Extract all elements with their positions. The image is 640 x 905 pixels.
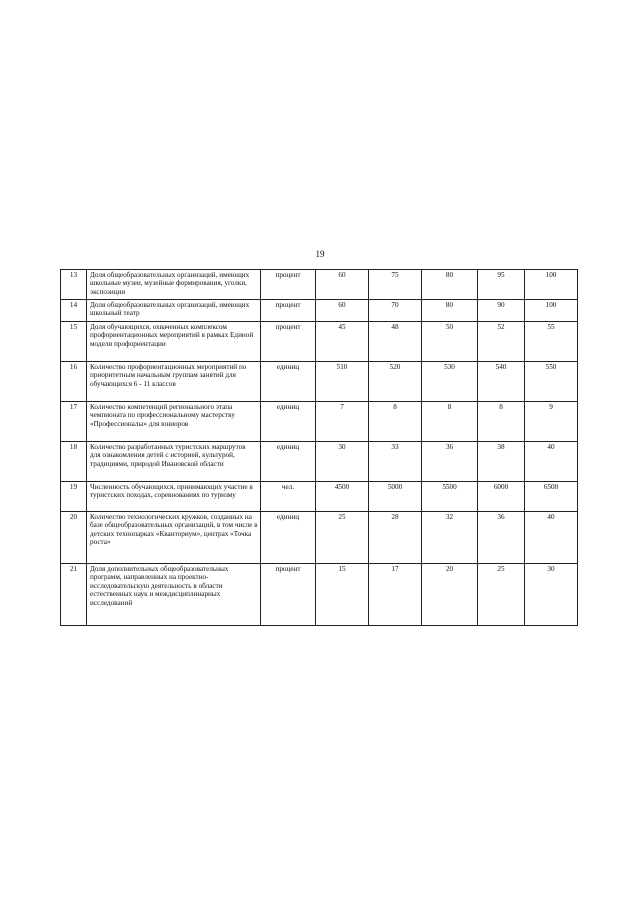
value-cell: 530 <box>422 362 478 402</box>
indicator-name-cell: Доля общеобразовательных организаций, имеющих школьные музеи, музейные формирования, уголки, экспозиции <box>87 270 261 300</box>
indicator-name-cell: Количество разработанных туристских маршрутов для ознакомления детей с историей, культурой, традициями, природой Ивановской области <box>87 442 261 482</box>
value-cell: 520 <box>369 362 422 402</box>
value-cell: 8 <box>478 402 525 442</box>
table-body <box>61 270 578 626</box>
value-cell: 55 <box>525 322 578 362</box>
value-cell: 30 <box>525 564 578 626</box>
value-cell: 60 <box>316 270 369 300</box>
value-cell: 52 <box>478 322 525 362</box>
value-cell: 6500 <box>525 482 578 512</box>
indicator-name-cell: Количество компетенций регионального этапа чемпионата по профессиональному мастерству «Профессионалы» для юниоров <box>87 402 261 442</box>
unit-cell: единиц <box>261 362 316 402</box>
value-cell: 6000 <box>478 482 525 512</box>
value-cell: 33 <box>369 442 422 482</box>
value-cell: 17 <box>369 564 422 626</box>
row-number-cell: 14 <box>61 300 87 322</box>
table-row <box>61 442 578 482</box>
unit-cell: единиц <box>261 512 316 564</box>
indicator-name-cell: Количество профориентационных мероприятий по приоритетным начальным группам занятий для обучающихся 6 - 11 классов <box>87 362 261 402</box>
value-cell: 540 <box>478 362 525 402</box>
row-number-cell: 15 <box>61 322 87 362</box>
value-cell: 40 <box>525 512 578 564</box>
indicators-table <box>60 269 578 626</box>
value-cell: 36 <box>478 512 525 564</box>
value-cell: 5000 <box>369 482 422 512</box>
value-cell: 36 <box>422 442 478 482</box>
unit-cell: процент <box>261 322 316 362</box>
value-cell: 45 <box>316 322 369 362</box>
unit-cell: процент <box>261 564 316 626</box>
indicator-name-cell: Доля дополнительных общеобразовательных программ, направленных на проектно-исследовательскую деятельность в области естественных наук и междисциплинарных исследований <box>87 564 261 626</box>
value-cell: 25 <box>316 512 369 564</box>
table-row <box>61 362 578 402</box>
indicator-name-cell: Доля общеобразовательных организаций, имеющих школьный театр <box>87 300 261 322</box>
value-cell: 4500 <box>316 482 369 512</box>
table-row <box>61 300 578 322</box>
value-cell: 15 <box>316 564 369 626</box>
value-cell: 5500 <box>422 482 478 512</box>
unit-cell: чел. <box>261 482 316 512</box>
table-row <box>61 402 578 442</box>
value-cell: 550 <box>525 362 578 402</box>
value-cell: 25 <box>478 564 525 626</box>
value-cell: 28 <box>369 512 422 564</box>
value-cell: 80 <box>422 300 478 322</box>
value-cell: 80 <box>422 270 478 300</box>
unit-cell: процент <box>261 300 316 322</box>
unit-cell: единиц <box>261 442 316 482</box>
indicator-name-cell: Численность обучающихся, принимающих участие в туристских походах, соревнованиях по туризму <box>87 482 261 512</box>
value-cell: 70 <box>369 300 422 322</box>
value-cell: 8 <box>422 402 478 442</box>
indicator-name-cell: Количество технологических кружков, созданных на базе общеобразовательных организаций, в том числе в детских технопарках «Кванториум», центрах «Точка роста» <box>87 512 261 564</box>
indicator-name-cell: Доля обучающихся, охваченных комплексом профориентационных мероприятий в рамках Единой модели профориентации <box>87 322 261 362</box>
row-number-cell: 19 <box>61 482 87 512</box>
row-number-cell: 17 <box>61 402 87 442</box>
value-cell: 75 <box>369 270 422 300</box>
value-cell: 7 <box>316 402 369 442</box>
row-number-cell: 21 <box>61 564 87 626</box>
value-cell: 9 <box>525 402 578 442</box>
page-number: 19 <box>315 249 325 259</box>
value-cell: 38 <box>478 442 525 482</box>
row-number-cell: 18 <box>61 442 87 482</box>
value-cell: 90 <box>478 300 525 322</box>
table-row <box>61 564 578 626</box>
value-cell: 32 <box>422 512 478 564</box>
table-row <box>61 270 578 300</box>
value-cell: 510 <box>316 362 369 402</box>
row-number-cell: 13 <box>61 270 87 300</box>
unit-cell: процент <box>261 270 316 300</box>
value-cell: 40 <box>525 442 578 482</box>
table-row <box>61 512 578 564</box>
value-cell: 100 <box>525 270 578 300</box>
value-cell: 60 <box>316 300 369 322</box>
value-cell: 50 <box>422 322 478 362</box>
table-row <box>61 482 578 512</box>
unit-cell: единиц <box>261 402 316 442</box>
value-cell: 8 <box>369 402 422 442</box>
value-cell: 100 <box>525 300 578 322</box>
value-cell: 95 <box>478 270 525 300</box>
row-number-cell: 20 <box>61 512 87 564</box>
value-cell: 48 <box>369 322 422 362</box>
table-row <box>61 322 578 362</box>
value-cell: 30 <box>316 442 369 482</box>
row-number-cell: 16 <box>61 362 87 402</box>
value-cell: 20 <box>422 564 478 626</box>
